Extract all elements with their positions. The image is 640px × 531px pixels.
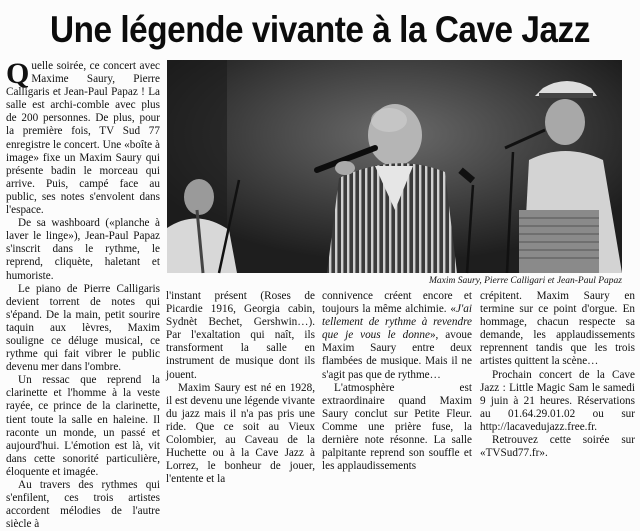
paragraph: Un ressac que reprend la clarinette et l'homme à la veste rayée, ce prince de la clarinette, tient toute la salle en haleine. Il raconte un monde, un passé et aujourd'hui. L'émotion est là, vit dans cette sonorité particulière, éloquente et imagée. <box>6 374 160 478</box>
article-headline: Une légende vivante à la Cave Jazz <box>50 9 590 50</box>
paragraph: Maxim Saury est né en 1928, il est devenu une légende vivante du jazz mais il n'a pas pris une ride. Que ce soit au Vieux Colombier, au Caveau de la Huchette ou à la Cave Jazz à Lorrez, le bonheur de jouer, l'entente et la <box>166 381 315 486</box>
photo-caption: Maxim Saury, Pierre Calligari et Jean-Paul Papaz <box>428 276 622 286</box>
paragraph-text: uelle soirée, ce concert avec Maxime Saury, Pierre Calligaris et Jean-Paul Papaz ! La salle est archi-comble avec plus de 200 personnes. De plus, pour la première fois, TV Sud 77 enregistre le concert. Une «boîte à image» fixe un Maxim Saury qui présente badin le morceau qui arrive. Puis, campé face au public, ses notes s'envolent dans l'espace. <box>6 60 160 217</box>
paragraph <box>480 434 635 460</box>
paragraph-text: », avoue Maxim Saury entre deux flambées de musique. Mais il ne s'agit pas que de rythme… <box>322 329 472 381</box>
quote: J'ai tellement de rythme à revendre que je vous le donne <box>322 303 472 342</box>
paragraph: Au travers des rythmes qui s'enfilent, ces trois artistes accordent mélodies de l'autre siècle à <box>6 479 160 531</box>
website-link[interactable]: http://lacavedujazz.free.fr <box>480 420 595 433</box>
paragraph: l'instant présent (Roses de Picardie 1916, Georgia cabin, Sydnèt Bechet, Gershwin…). Par l'exaltation qui naît, ils transforment la salle en instrument de musique dont ils jouent. <box>166 290 315 381</box>
paragraph: crépitent. Maxim Saury en termine sur ce point d'orgue. En hommage, chacun respecte sa demande, les applaudissements reprennent tandis que les trois artistes quittent la scène… <box>480 290 635 368</box>
paragraph-text: Retrouvez cette soirée sur « <box>480 434 635 460</box>
article-column-1 <box>6 57 160 531</box>
paragraph <box>322 290 472 382</box>
concert-photo <box>167 60 622 273</box>
paragraph: Le piano de Pierre Calligaris devient torrent de notes qui s'épand. De la main, petit sourire taquin aux lèvres, Maxim souligne ce déluge musical, ce rythme qui fait vibrer le public devenu mer dans l'ombre. <box>6 282 160 374</box>
paragraph: L'atmosphère est extraordinaire quand Maxim Saury conclut sur Petite Fleur. Comme une prière fuse, la dernière note résonne. La salle palpitante reprend son souffle et les applaudissements <box>322 381 472 473</box>
article-column-3 <box>322 290 472 473</box>
paragraph-text: Prochain concert de la Cave Jazz : Little Magic Sam le samedi 9 juin à 21 heures. Réservations au 01.64.29.01.02 ou sur <box>480 368 635 420</box>
drop-cap: Q <box>6 57 30 90</box>
paragraph-text: ». <box>539 447 548 460</box>
article-column-2 <box>166 290 315 486</box>
paragraph <box>6 57 160 217</box>
paragraph <box>480 369 635 434</box>
paragraph: De sa washboard («planche à laver le linge»), Jean-Paul Papaz s'inscrit dans le rythme, le reprend, cliquète, haletant et humoriste. <box>6 217 160 282</box>
article-column-4 <box>480 290 635 460</box>
paragraph-text: connivence créent encore et toujours la même alchimie. « <box>322 290 472 316</box>
tv-link[interactable]: TVSud77.fr <box>485 447 540 460</box>
concert-photo-illustration <box>167 60 622 273</box>
paragraph-text: . <box>594 420 598 433</box>
